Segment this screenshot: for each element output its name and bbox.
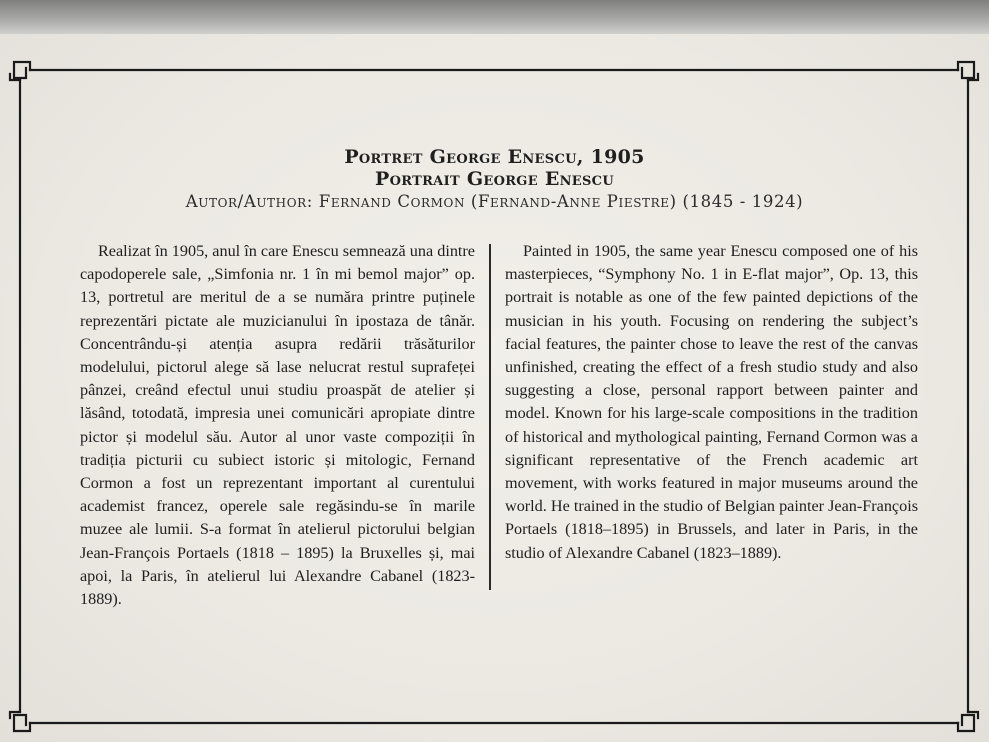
column-divider	[489, 244, 491, 590]
romanian-text-column	[80, 240, 475, 611]
title-english: Portrait George Enescu	[375, 168, 614, 190]
title-romanian: Portret George Enescu, 1905	[344, 146, 645, 168]
title-block	[0, 146, 989, 213]
english-paragraph: Painted in 1905, the same year Enescu composed one of his masterpieces, “Symphony No. 1 in E-flat major”, Op. 13, this portrait is notable as one of the few painted depictions of the musician in his youth. Focusing on rendering the subject’s facial features, the painter chose to leave the rest of the canvas unfinished, creating the effect of a fresh studio study and also suggesting a close, personal rapport between painter and model. Known for his large-scale compositions in the tradition of historical and mythological painting, Fernand Cormon was a significant representative of the French academic art movement, with works featured in major museums around the world. He trained in the studio of Belgian painter Jean-François Portaels (1818–1895) in Brussels, and later in Paris, in the studio of Alexandre Cabanel (1823–1889).	[505, 242, 918, 562]
english-text-column	[505, 240, 918, 565]
author-line: Autor/Author: Fernand Cormon (Fernand-Anne Piestre) (1845 - 1924)	[185, 192, 804, 211]
romanian-paragraph: Realizat în 1905, anul în care Enescu semnează una dintre capodoperele sale, „Simfonia nr. 1 în mi bemol major” op. 13, portretul are meritul de a se număra printre puținele reprezentări pictate ale muzicianului în ipostaza de tânăr. Concentrându-și atenția asupra redării trăsăturilor modelului, pictorul alege să lase nelucrat restul suprafeței pânzei, creând efectul unui studiu proaspăt de atelier și lăsând, totodată, impresia unei comunicări apropiate dintre pictor și modelul său. Autor al unor vaste compoziții în tradiția picturii cu subiect istoric și mitologic, Fernand Cormon a fost un reprezentant important al curentului academist francez, operele sale regăsindu-se în marile muzee ale lumii. S-a format în atelierul pictorului belgian Jean-François Portaels (1818 – 1895) la Bruxelles și, mai apoi, la Paris, în atelierul lui Alexandre Cabanel (1823-1889).	[80, 242, 475, 609]
